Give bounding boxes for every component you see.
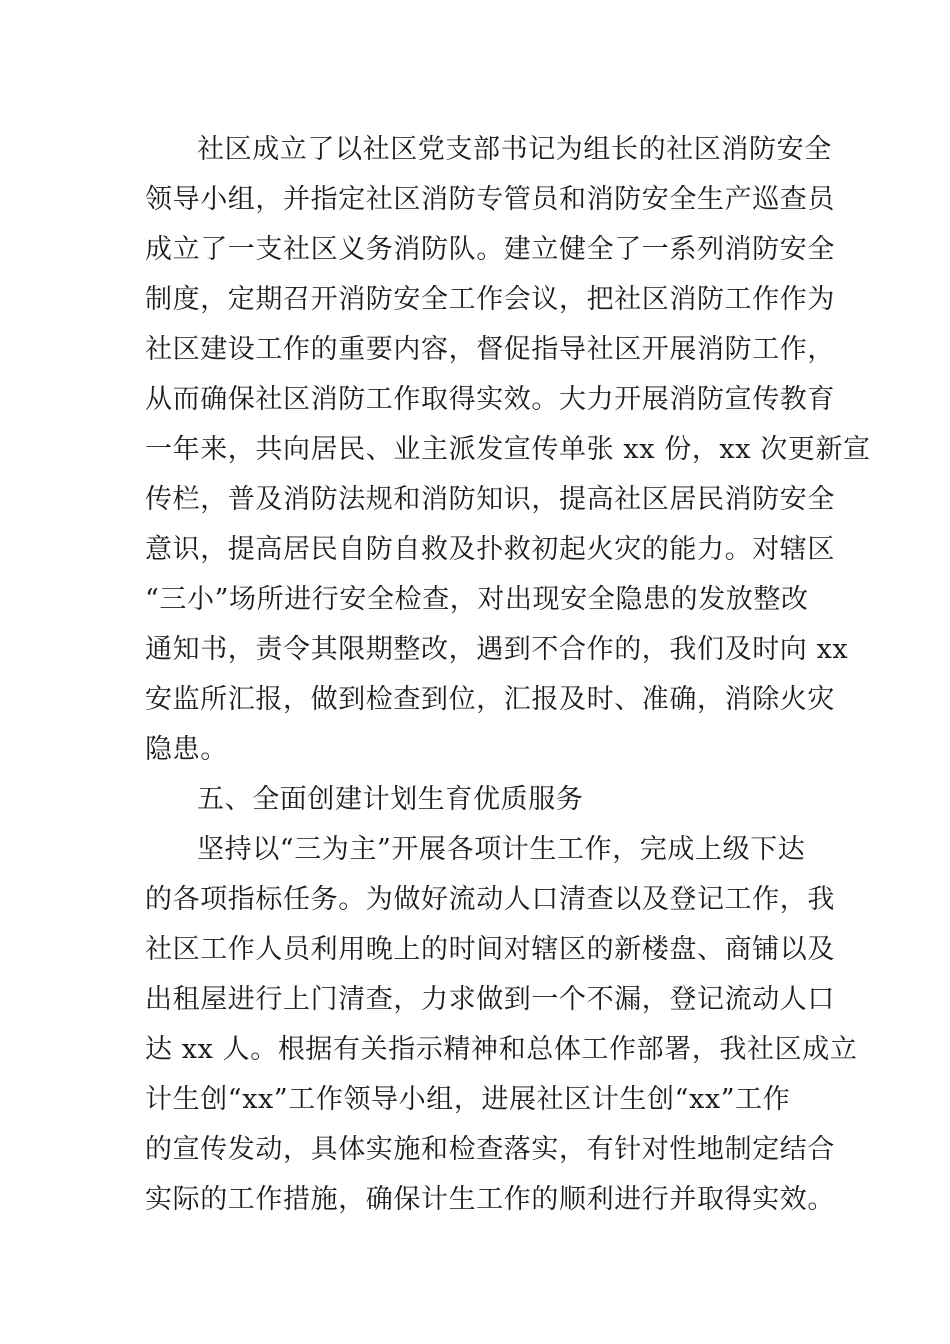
- section-heading: 五、全面创建计划生育优质服务: [197, 784, 584, 815]
- text-line: 成立了一支社区义务消防队。建立健全了一系列消防安全: [145, 234, 835, 265]
- text-line: 达 xx 人。根据有关指示精神和总体工作部署，我社区成立: [145, 1034, 858, 1065]
- text-line: 安监所汇报，做到检查到位，汇报及时、准确，消除火灾: [145, 684, 835, 715]
- text-line: 通知书，责令其限期整改，遇到不合作的，我们及时向 xx: [145, 634, 849, 665]
- text-line: 社区建设工作的重要内容，督促指导社区开展消防工作，: [145, 334, 835, 365]
- text-line: 出租屋进行上门清查，力求做到一个不漏，登记流动人口: [145, 984, 835, 1015]
- text-line: 实际的工作措施，确保计生工作的顺利进行并取得实效。: [145, 1184, 835, 1215]
- text-line: 的宣传发动，具体实施和检查落实，有针对性地制定结合: [145, 1134, 835, 1165]
- text-line: 的各项指标任务。为做好流动人口清查以及登记工作，我: [145, 884, 835, 915]
- text-line: 一年来，共向居民、业主派发宣传单张 xx 份，xx 次更新宣: [145, 434, 871, 465]
- text-line: 计生创“xx”工作领导小组，进展社区计生创“xx”工作: [145, 1084, 791, 1115]
- text-line: 社区工作人员利用晚上的时间对辖区的新楼盘、商铺以及: [145, 934, 835, 965]
- text-line: 传栏，普及消防法规和消防知识，提高社区居民消防安全: [145, 484, 835, 515]
- text-line: 坚持以“三为主”开展各项计生工作，完成上级下达: [197, 834, 806, 865]
- text-line: 制度，定期召开消防安全工作会议，把社区消防工作作为: [145, 284, 835, 315]
- text-line: 社区成立了以社区党支部书记为组长的社区消防安全: [197, 134, 832, 165]
- text-line: 隐患。: [145, 734, 228, 765]
- text-line: 意识，提高居民自防自救及扑救初起火灾的能力。对辖区: [145, 534, 835, 565]
- text-line: 从而确保社区消防工作取得实效。大力开展消防宣传教育: [145, 384, 835, 415]
- text-line: “三小”场所进行安全检查，对出现安全隐患的发放整改: [145, 584, 809, 615]
- text-line: 领导小组，并指定社区消防专管员和消防安全生产巡查员: [145, 184, 835, 215]
